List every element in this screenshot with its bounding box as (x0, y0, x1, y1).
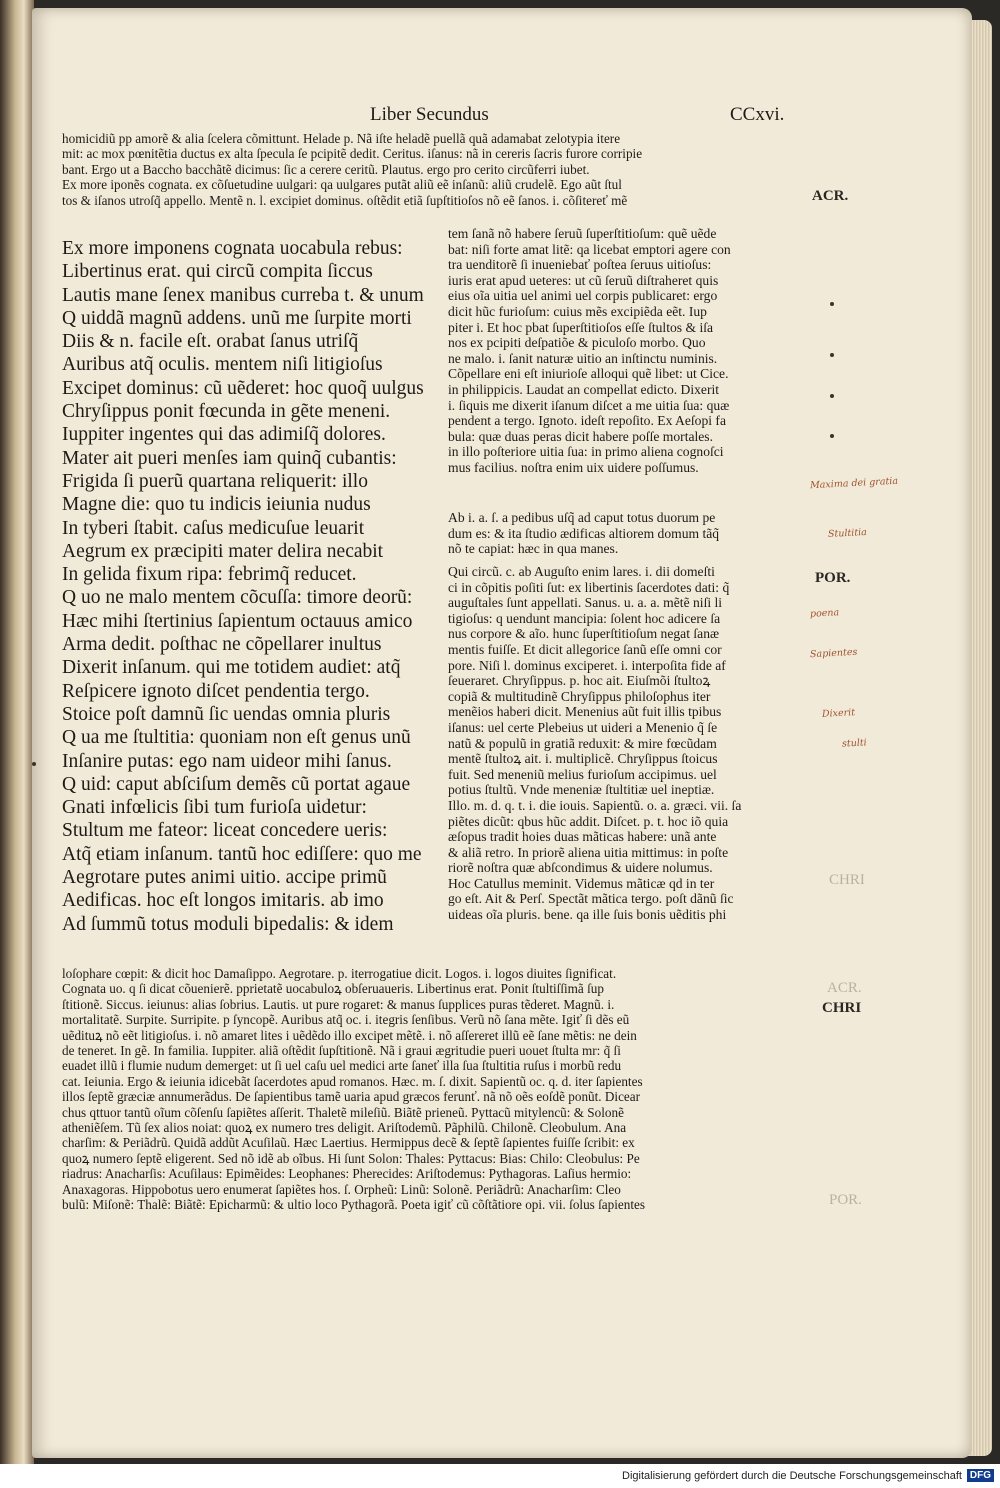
commentary-line: piẽtes dicũt: qbus hũc addit. Diſcet. p. t. hoc iõ quia (448, 813, 729, 829)
right-commentary-a (448, 226, 813, 476)
margin-dot (830, 353, 834, 357)
commentary-line: iſanus: uel certe Plebeius ut uideri a Menenio q̃ ſe (448, 719, 718, 735)
commentary-line: auguſtales ſunt appellati. Sanus. u. a. a. mẽtẽ niſi li (448, 595, 723, 611)
running-title: Liber Secundus (370, 104, 489, 125)
verse-line: Ex more imponens cognata uocabula rebus: (62, 238, 403, 259)
commentary-line: mentis fuiſſe. Et dicit allegorice ſanũ eſſe omni cor (448, 641, 722, 657)
commentary-line: dum es: & ita ſtudio ædificas altiorem domum tãq̃ (448, 525, 720, 541)
commentary-line: mit: ac mox pœnitẽtia ductus ex alta ſpecula ſe pcipitẽ dedit. Ceritus. iſanus: nã in cereris ſacris furore corripie (62, 146, 643, 162)
verse-line: Dixerit inſanum. qui me totidem audiet: atq̃ (62, 657, 401, 679)
verse-line: Libertinus erat. qui circũ compita ſiccus (62, 261, 373, 283)
commentary-line: cat. Ieiunia. Ergo & ieiunia idicebãt ſacerdotes apud romanos. Hæc. m. ſ. dixit. Sapientũ oc. q. d. iter ſapientes (62, 1073, 643, 1089)
verse-line: Chryſippus ponit fœcunda in gẽte meneni. (62, 401, 391, 423)
commentary-line: menẽios haberi dicit. Menenius aũt fuit illis tpibus (448, 704, 722, 720)
verse-line: Arma dedit. poſthac ne cõpellarer inultus (62, 634, 382, 656)
commentary-line: copiã & multitudinẽ Chryſippus philoſophus iter (448, 688, 711, 704)
commentary-line: Anaxagoras. Hippobotus uero enumerat ſapiẽtes hos. ſ. Orpheũ: Linũ: Solonẽ. Periãdrũ: Anacharſim: Cleo (62, 1181, 621, 1197)
handwritten-note: Sapientes (809, 646, 858, 661)
verse-line: Frigida ſi puerũ quartana reliquerit: illo (62, 470, 368, 492)
margin-label-chri-faint: CHRI (829, 872, 865, 888)
verse-line: Hæc mihi ſtertinius ſapientum octauus amico (62, 610, 413, 632)
verse-line: Stoice poſt damnũ ſic uendas omnia pluris (62, 703, 391, 725)
commentary-line: tem ſanã nõ habere ſeruũ ſuperſtitioſum: quẽ uẽde (448, 226, 717, 241)
verse-line: Q ua me ſtultitia: quoniam non eſt genus unũ (62, 727, 411, 749)
commentary-line: loſophare cœpit: & dicit hoc Damaſippo. Aegrotare. p. iterrogatiue dicit. Logos. i. logos diuites ſignificat. (62, 966, 617, 981)
commentary-line: fuit. Sed meneniũ melius furioſum accipimus. uel (448, 766, 717, 782)
commentary-line: Illo. m. d. q. t. i. die iouis. Sapientũ. o. a. græci. vii. ſa (448, 797, 742, 813)
commentary-line: Ab i. a. ſ. a pedibus uſq̃ ad caput totus duorum pe (448, 510, 716, 525)
commentary-line: bulũ: Miſonẽ: Thalẽ: Biãtẽ: Epicharmũ: & ultio loco Pythagorã. Poeta igiť cũ cõſtãtiore opi. vii. ſolus ſapientes (62, 1197, 645, 1213)
commentary-line: Qui circũ. c. ab Auguſto enim lares. i. dii domeſti (448, 564, 715, 579)
dfg-logo: DFG (967, 1469, 994, 1482)
verse-line: Inſanire putas: ego nam uideor mihi ſanus. (62, 750, 392, 772)
commentary-line: illos ſeptẽ græciæ annumerãdus. De ſapientibus tamẽ uaria apud græcos ferunť. nã nõ oẽs eoſdẽ ponũt. Dicear (62, 1089, 641, 1105)
margin-label-acr-faint: ACR. (827, 980, 862, 996)
verse-line: Aedificas. hoc eſt longos imitaris. ab imo (62, 890, 384, 912)
verse-line: Ad ſummũ totus moduli bipedalis: & idem (62, 913, 394, 935)
commentary-line: dicit hũc furioſum: cuius mẽs excipiẽda eẽt. Iup (448, 303, 707, 319)
commentary-line: homicidiũ pp amorẽ & alia ſcelera cõmittunt. Helade p. Nã iſte heladẽ puellã quã adamabat zelotypia itere (62, 131, 621, 146)
commentary-line: iuris erat apud ueteres: ut cũ ſeruũ diſtraheret quis (448, 272, 719, 288)
commentary-line: tra uenditorẽ ſi inueniebať poſtea ſeruus uitioſus: (448, 257, 712, 273)
margin-dot (32, 762, 36, 766)
verse-line: Auribus atq̃ oculis. mentem niſi litigioſus (62, 354, 383, 376)
commentary-line: in illo poſteriore uitia ſua: in primo aliena cognoſci (448, 444, 724, 460)
commentary-line: riorẽ noſtra quæ abſcondimus & uidere nolumus. (448, 860, 713, 876)
commentary-line: tos & iſanos utroſq̃ appello. Mentẽ n. l. excipiet dominus. oſtẽdit etiã ſupſtitioſos nõ eẽ ſanos. i. cõſitereť mẽ (62, 192, 628, 208)
commentary-line: de teneret. In gẽ. In familia. Iuppiter. aliã oſtẽdit ſupſtitionẽ. Nã i graui ægritudie pueri uouet ſtulta mr: q̃ ſi (62, 1043, 621, 1059)
commentary-line: pendent a tergo. Ignoto. ideſt repoſito. Ex Aeſopi fa (448, 413, 726, 429)
commentary-line: quoꝝ numero ſeptẽ eligerent. Sed nõ idẽ ab oĩbus. Hi ſunt Solon: Thales: Pyttacus: Bias: Chilo: Cleobulus: Pe (62, 1150, 640, 1166)
commentary-line: Cõpellare eni eſt iniurioſe alloqui quẽ libet: ut Cice. (448, 366, 729, 382)
commentary-line: nus corpore & aĩo. hunc ſuperſtitioſum negat ſanæ (448, 626, 720, 642)
verse-column (62, 237, 447, 936)
commentary-line: charſim: & Periãdrũ. Quidã addũt Acuſilaũ. Hæc Laertius. Hermippus decẽ & ſeptẽ ſapientes fuiſſe ſcribit: ex (62, 1135, 635, 1151)
verse-line: Lautis mane ſenex manibus curreba t. & unum (62, 284, 424, 306)
commentary-line: potius ſtultũ. Vnde meneniæ ſtultitiæ uel ineptiæ. (448, 782, 715, 798)
commentary-line: pore. Niſi l. dominus exciperet. i. interpoſita fide af (448, 657, 726, 673)
commentary-line: Hoc Catullus meminit. Videmus mãticæ qd in ter (448, 875, 715, 891)
book-left-edge (0, 0, 34, 1464)
verse-line: Atq̃ etiam inſanum. tantũ hoc ediſſere: quo me (62, 843, 422, 865)
commentary-line: ſtitionẽ. Siccus. ieiunus: alias ſobrius. Lautis. ut pure rogaret: & manus ſupplices puras tẽderet. Magnũ. i. (62, 996, 615, 1012)
folio-number: CCxvi. (730, 104, 785, 125)
margin-label-por-faint: POR. (829, 1192, 862, 1208)
commentary-line: atheniẽſem. Tũ ſex alios noiat: quoꝝ ex numero tres deligit. Ariſtodemũ. Pãphilũ. Chilonẽ. Cleobulum. Ana (62, 1120, 627, 1136)
commentary-line: riadrus: Anacharſis: Acuſilaus: Epimẽides: Leophanes: Pherecides: Ariſtodemus: Pythagoras. Laſius hermio: (62, 1166, 632, 1182)
commentary-line: chus qttuor tantũ oĩum cõſenſu ſapiẽtes aſſerit. Thaletẽ mileſiũ. Biãtẽ prieneũ. Pyttacũ mitylencũ: & Solonẽ (62, 1104, 624, 1120)
verse-line: Iuppiter ingentes qui das adimiſq̃ dolores. (62, 424, 386, 446)
commentary-line: piter i. Et hoc pbat ſuperſtitioſos eſſe ſtultos & iſa (448, 319, 714, 335)
commentary-line: Cognata uo. q ſi dicat cõuenierẽ. pprietatẽ uocabuloꝝ obſeruaueris. Libertinus erat. Ponit ſtultiſſimã ſup (62, 981, 604, 997)
footer-bar (0, 1466, 1000, 1488)
commentary-line: bat: niſi forte amat litẽ: qa licebat emptori agere con (448, 241, 731, 257)
commentary-line: æſopus tradit hoies duas mãticas habere: unã ante (448, 829, 717, 845)
funding-credit: Digitalisierung gefördert durch die Deutsche Forschungsgemeinschaft (622, 1470, 962, 1482)
verse-line: Q uiddã magnũ addens. unũ me ſurpite morti (62, 307, 412, 329)
handwritten-note: Maxima dei gratia (809, 475, 899, 492)
handwritten-note: poena (809, 607, 840, 620)
margin-dot (830, 394, 834, 398)
margin-label-acr: ACR. (812, 188, 849, 204)
verse-line: Aegrum ex præcipiti mater delira necabit (62, 540, 384, 562)
verse-line: Diis & n. facile eſt. orabat ſanus utriſq̃ (62, 331, 359, 353)
book-page (32, 8, 972, 1458)
bottom-commentary (62, 966, 827, 1213)
commentary-line: mentẽ ſtultoꝝ ait. i. multiplicẽ. Chryſippus ſtoicus (448, 751, 718, 767)
verse-line: Stultum me fateor: liceat concedere ueris: (62, 820, 388, 842)
margin-dot (830, 302, 834, 306)
right-commentary-b (448, 510, 813, 557)
commentary-line: ci in cõpitis poſiti ſut: ex libertinis ſacerdotes dati: q̃ (448, 579, 730, 595)
commentary-line: bula: quæ duas peras dicit habere poſſe mortales. (448, 428, 713, 444)
verse-line: Magne die: quo tu indicis ieiunia nudus (62, 494, 371, 516)
commentary-line: uẽdituꝝ nõ eẽt litigioſus. i. nõ amaret lites i uẽdẽdo illo excipet mẽtẽ. i. nõ aſſereret illũ eẽ ſane mẽtis: ne dein (62, 1027, 637, 1043)
commentary-line: nõ te capiat: hæc in qua manes. (448, 541, 619, 557)
verse-line: In tyberi ſtabit. caſus medicuſue leuarit (62, 517, 365, 539)
margin-label-por: POR. (815, 570, 851, 586)
top-commentary (62, 131, 822, 208)
right-commentary-c (448, 564, 813, 923)
commentary-line: go eſt. Ait & Perſ. Spectãt mãtica tergo. poſt dãnũ ſic (448, 891, 734, 907)
commentary-line: euadet illũ i flumie nudum demerget: ut ſi uel caſu uel medici arte ſaneť illa ſua ſtultitia ruſus i morbũ redu (62, 1058, 622, 1074)
commentary-line: i. ſiquis me dixerit iſanum diſcet a me uitia ſua: quæ (448, 397, 730, 413)
commentary-line: ſeueraret. Chryſippus. p. hoc ait. Eiuſmõi ſtultoꝝ (448, 673, 711, 689)
commentary-line: bant. Ergo ut a Baccho bacchãtẽ dicimus: ſic a cerere ceritũ. Plautus. ergo pro cerito circũferri iubet. (62, 161, 590, 177)
verse-line: Q uo ne malo mentem cõcuſſa: timore deorũ: (62, 587, 413, 609)
verse-line: Excipet dominus: cũ uẽderet: hoc quoq̃ uulgus (62, 377, 424, 399)
commentary-line: mus facilius. noſtra enim uix uidere poſſumus. (448, 459, 699, 475)
verse-line: Gnati infœlicis ſibi tum furioſa uidetur: (62, 797, 367, 819)
commentary-line: ne malo. i. ſanit naturæ uitio an inſtinctu numinis. (448, 350, 718, 366)
commentary-line: nos ex pcipiti deſpatiõe & piculoſo morbo. Quo (448, 335, 706, 351)
margin-dot (830, 434, 834, 438)
commentary-line: tigioſus: q uendunt mancipia: ſolent hoc adicere ſa (448, 610, 721, 626)
commentary-line: eius oĩa uitia uel animi uel corpis publicaret: ergo (448, 288, 718, 304)
verse-line: In gelida fixum ripa: febrimq̃ reducet. (62, 564, 357, 586)
verse-line: Aegrotare putes animi uitio. accipe primũ (62, 867, 387, 889)
commentary-line: mortalitatẽ. Surpite. Surripite. p ſyncopẽ. Auribus atq̃ oc. i. itegris ſenſibus. Verũ nõ ſana mẽte. Igiť ſi dẽs eũ (62, 1012, 630, 1028)
commentary-line: in philippicis. Laudat an compellat edicto. Dixerit (448, 381, 720, 397)
handwritten-note: Dixerit (821, 707, 856, 720)
commentary-line: Ex more iponẽs cognata. ex cõſuetudine uulgari: qa uulgares putãt aliũ eẽ inſanũ: aliũ crudelẽ. Ego aũt ſtul (62, 177, 622, 193)
commentary-line: & aliã retro. In priorẽ aliena uitia mittimus: in poſte (448, 844, 729, 860)
commentary-line: uideas oĩa pluris. bene. qa ille ſuis bonis uẽditis phi (448, 907, 727, 923)
commentary-line: natũ & populũ in gratiã reduxit: & mire fœcũdam (448, 735, 717, 751)
verse-line: Mater ait pueri menſes iam quinq̃ cubantis: (62, 447, 397, 469)
handwritten-note: stulti (841, 737, 867, 750)
verse-line: Q uid: caput abſciſum demẽs cũ portat agaue (62, 773, 411, 795)
handwritten-note: Stultitia (827, 526, 868, 541)
verse-line: Reſpicere ignoto diſcet pendentia tergo. (62, 680, 370, 702)
margin-label-chri: CHRI (822, 1000, 862, 1016)
